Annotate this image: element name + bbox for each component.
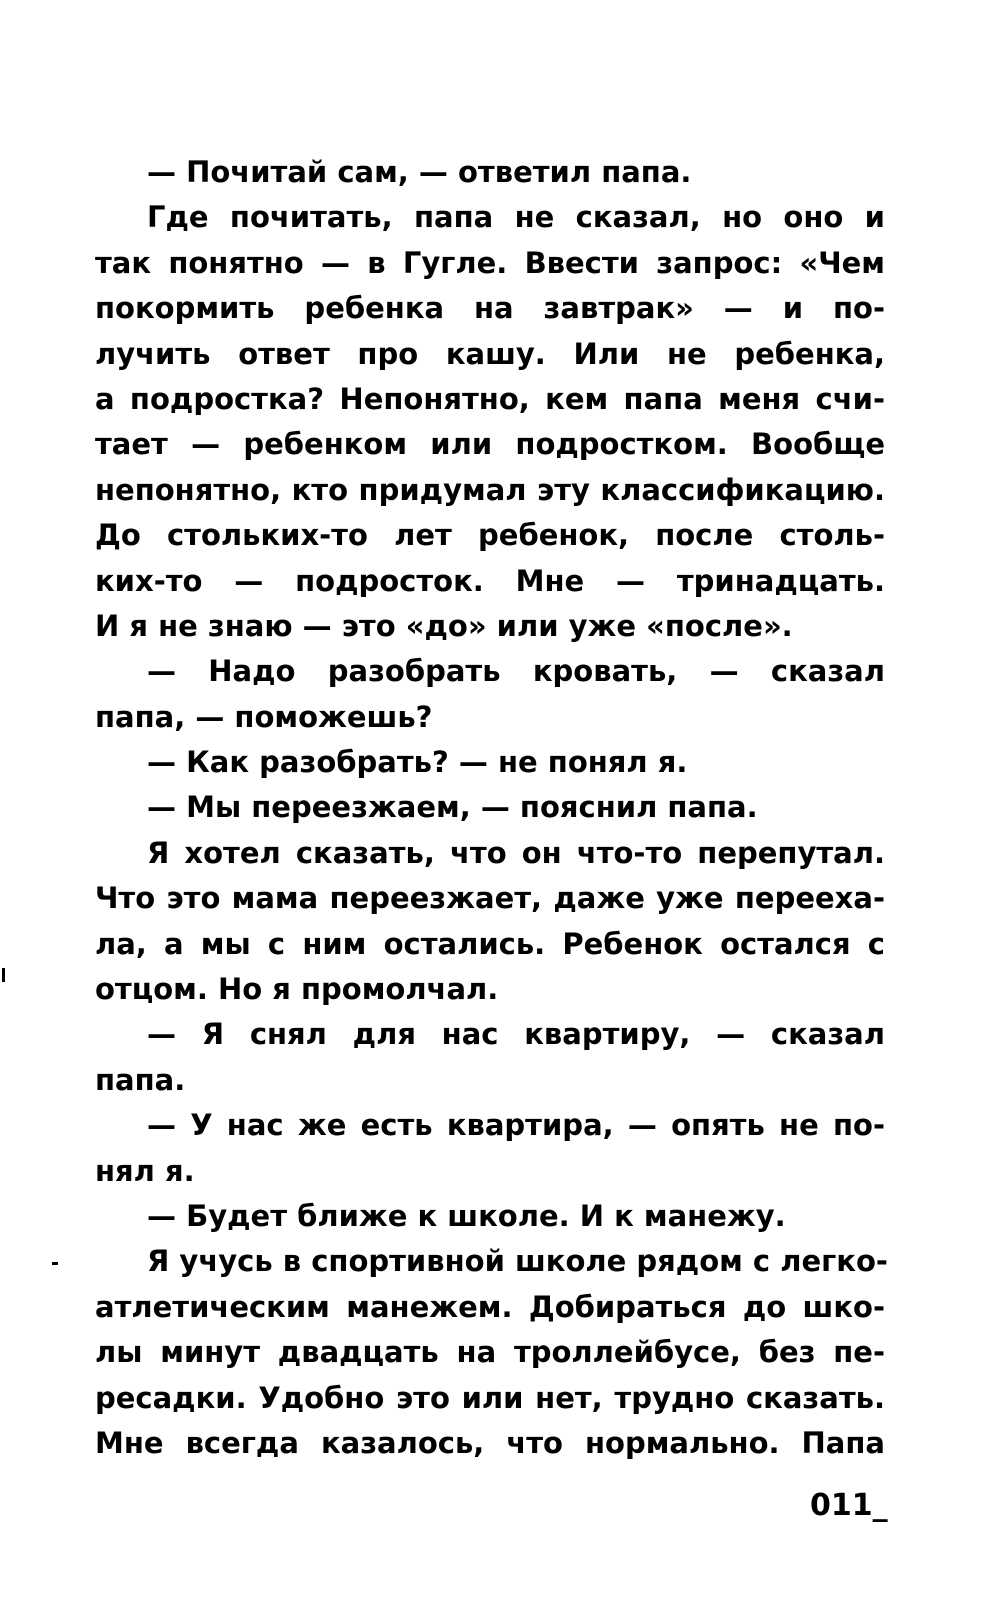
text-line: — Надо разобрать кровать, — сказал xyxy=(147,654,885,689)
text-line: папа, — поможешь? xyxy=(95,699,433,734)
text-line: папа. xyxy=(95,1062,186,1097)
page-number-value: 011 xyxy=(810,1488,873,1523)
text-line: — Будет ближе к школе. И к манежу. xyxy=(147,1198,786,1233)
text-line: ла, а мы с ним остались. Ребенок остался с xyxy=(95,926,885,961)
text-line: — Я снял для нас квартиру, — сказал xyxy=(147,1017,885,1052)
text-line: — Почитай сам, — ответил папа. xyxy=(147,155,692,189)
text-line: ресадки. Удобно это или нет, трудно сказать. xyxy=(95,1380,885,1415)
page-number-underscore: _ xyxy=(872,1488,888,1523)
text-line: — У нас же есть квартира, — опять не по- xyxy=(147,1108,885,1143)
text-line: Я хотел сказать, что он что-то перепутал. xyxy=(147,835,885,870)
text-line: Я учусь в спортивной школе рядом с легко- xyxy=(147,1244,888,1279)
text-line: непонятно, кто придумал эту классификацию. xyxy=(95,472,885,507)
text-line: Мне всегда казалось, что нормально. Папа xyxy=(95,1425,885,1460)
body-text xyxy=(95,150,888,1466)
text-line: так понятно — в Гугле. Ввести запрос: «Чем xyxy=(95,245,885,280)
text-line: — Как разобрать? — не понял я. xyxy=(147,745,688,780)
text-line: нял я. xyxy=(95,1153,195,1188)
text-line: лы минут двадцать на троллейбусе, без пе- xyxy=(95,1335,885,1370)
text-line: атлетическим манежем. Добираться до шко- xyxy=(95,1289,885,1324)
text-line: Где почитать, папа не сказал, но оно и xyxy=(147,200,885,235)
scan-mark-left xyxy=(2,968,5,982)
text-line: отцом. Но я промолчал. xyxy=(95,972,499,1007)
text-line: лучить ответ про кашу. Или не ребенка, xyxy=(95,336,885,371)
text-line: а подростка? Непонятно, кем папа меня счи- xyxy=(95,381,885,416)
text-line: тает — ребенком или подростком. Вообще xyxy=(95,427,885,462)
text-line: Что это мама переезжает, даже уже перееха- xyxy=(95,881,885,916)
text-line: ких-то — подросток. Мне — тринадцать. xyxy=(95,563,885,598)
page-number xyxy=(810,1488,888,1524)
text-line: — Мы переезжаем, — пояснил папа. xyxy=(147,790,758,825)
text-line: покормить ребенка на завтрак» — и по- xyxy=(95,291,885,326)
scan-mark-left-lower xyxy=(52,1262,58,1265)
text-line: До стольких-то лет ребенок, после столь- xyxy=(95,518,885,553)
text-line: И я не знаю — это «до» или уже «после». xyxy=(95,608,793,643)
